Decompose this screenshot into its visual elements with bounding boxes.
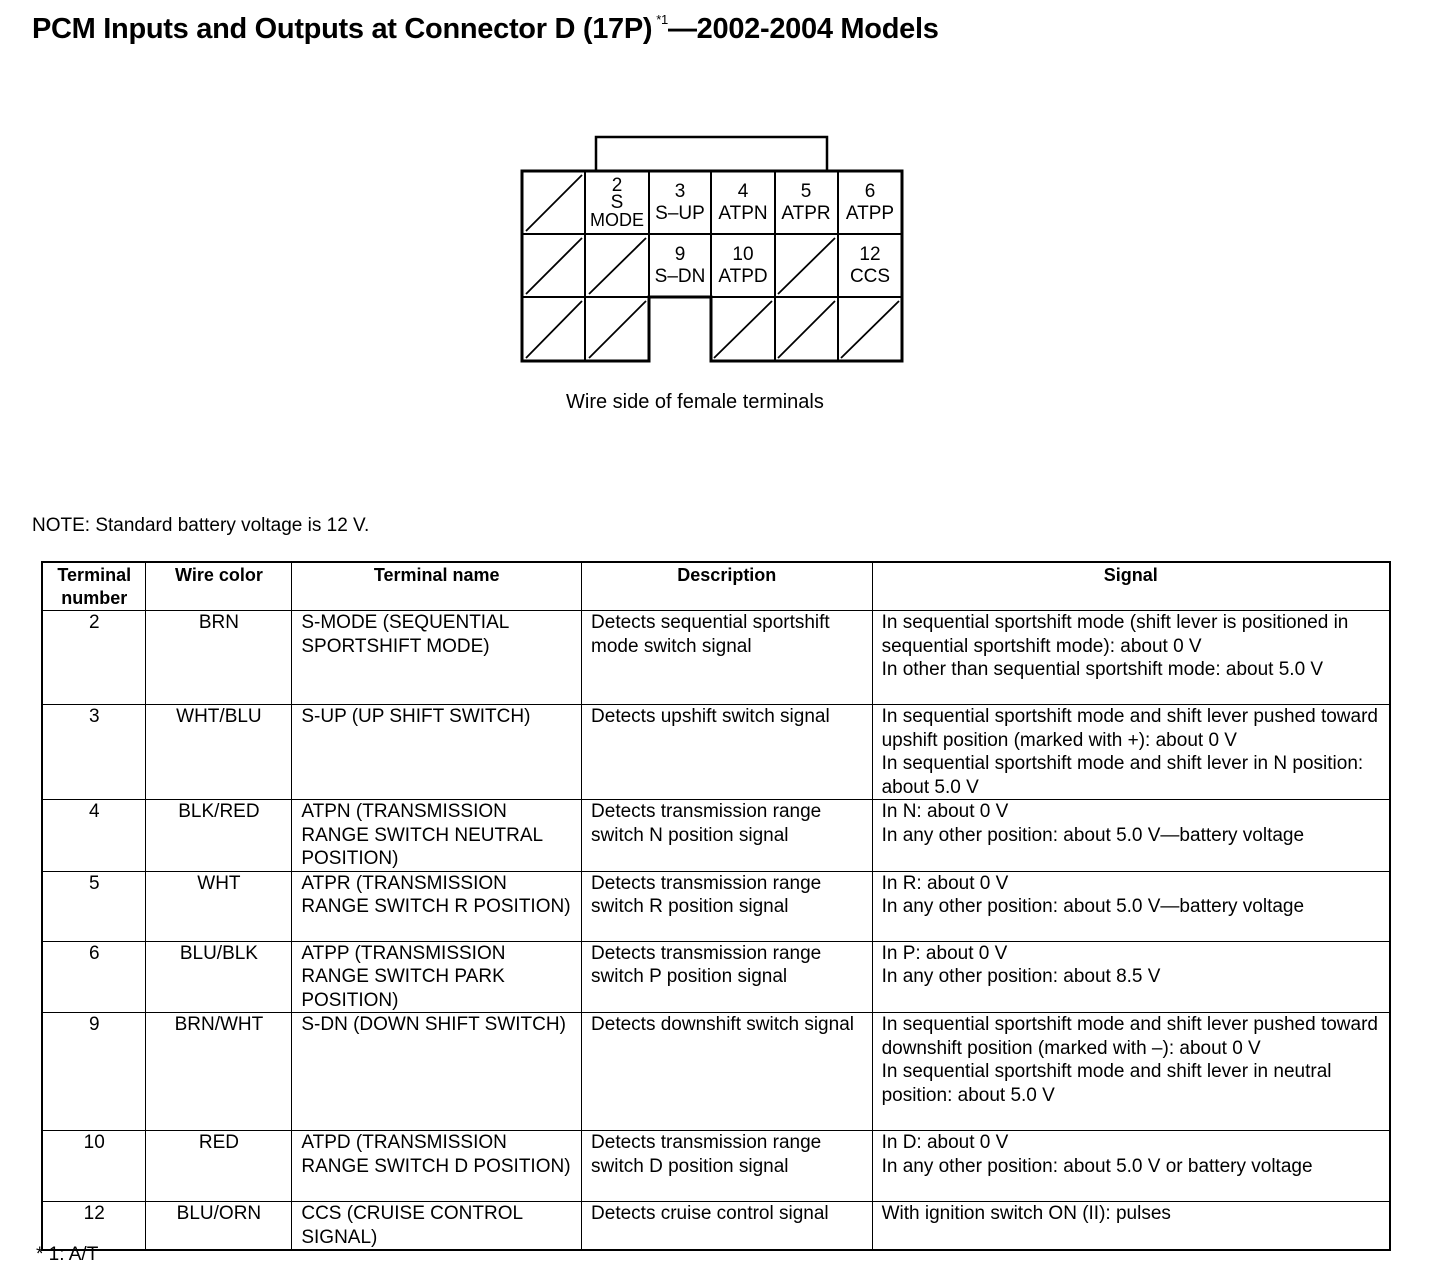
table-header-row [42,562,1390,611]
terminal-number-cell: 9 [42,1013,146,1131]
header-terminal-number: Terminal number [42,562,146,611]
signal-line: In other than sequential sportshift mode: about 5.0 V [881,659,1324,680]
connector-diagram [520,135,904,370]
title-footnote-mark: *1 [656,12,668,27]
signal-line: In sequential sportshift mode and shift lever in neutral position: about 5.0 V [881,1061,1332,1106]
signal-line: In any other position: about 5.0 V or battery voltage [881,1155,1313,1177]
signal-line: In R: about 0 V [881,872,1009,894]
description-cell: Detects downshift switch signal [582,1013,873,1131]
table-row [42,800,1390,872]
terminal-2-label2: MODE [590,210,644,230]
terminal-number-cell: 6 [42,941,146,1013]
signal-line: In sequential sportshift mode and shift lever in N position: about 5.0 V [881,753,1364,798]
terminal-10-number: 10 [732,244,754,265]
title-main: PCM Inputs and Outputs at Connector D (17P) [32,13,653,45]
terminal-2-label: S [610,192,624,213]
signal-line: In any other position: about 5.0 V—battery voltage [881,824,1305,846]
terminal-9-number: 9 [674,244,686,265]
terminal-5-number: 5 [800,181,812,202]
header-wire-color: Wire color [146,562,292,611]
description-cell: Detects upshift switch signal [582,705,873,800]
table-row [42,1202,1390,1251]
terminal-name-cell: S-DN (DOWN SHIFT SWITCH) [292,1013,582,1131]
terminal-9-label: S–DN [654,266,706,287]
table-row [42,1131,1390,1202]
terminal-number-cell: 12 [42,1202,146,1251]
description-cell: Detects cruise control signal [582,1202,873,1251]
signal-cell [872,1202,1390,1251]
table-row [42,1013,1390,1131]
wire-color-cell: BRN [146,611,292,705]
signal-line: In sequential sportshift mode and shift lever pushed toward upshift position (marked with +): about 0 V [881,706,1378,751]
terminal-number-cell: 10 [42,1131,146,1202]
terminal-number-cell: 3 [42,705,146,800]
connector-svg [520,135,904,365]
footnote: * 1: A/T [36,1244,99,1265]
signal-line: In sequential sportshift mode (shift lever is positioned in sequential sportshift mode): about 0 V [881,612,1349,657]
terminal-number-cell: 2 [42,611,146,705]
header-description: Description [582,562,873,611]
header-signal: Signal [872,562,1390,611]
terminal-name-cell: S-UP (UP SHIFT SWITCH) [292,705,582,800]
terminal-table [41,561,1391,1251]
terminal-name-cell: ATPN (TRANSMISSION RANGE SWITCH NEUTRAL POSITION) [292,800,582,872]
connector-grid [522,171,902,361]
description-cell: Detects transmission range switch D position signal [582,1131,873,1202]
signal-cell [872,611,1390,705]
terminal-5-label: ATPR [781,203,831,224]
terminal-12-number: 12 [859,244,881,265]
terminal-10-label: ATPD [718,266,768,287]
signal-cell [872,941,1390,1013]
signal-cell [872,871,1390,941]
header-terminal-name: Terminal name [292,562,582,611]
wire-color-cell: BRN/WHT [146,1013,292,1131]
terminal-4-number: 4 [737,181,749,202]
description-cell: Detects sequential sportshift mode switch signal [582,611,873,705]
wire-color-cell: WHT [146,871,292,941]
wire-color-cell: BLU/ORN [146,1202,292,1251]
table-row [42,611,1390,705]
description-cell: Detects transmission range switch N position signal [582,800,873,872]
terminal-number-cell: 5 [42,871,146,941]
wire-color-cell: RED [146,1131,292,1202]
terminal-3-label: S–UP [655,203,705,224]
signal-cell [872,800,1390,872]
signal-line: In N: about 0 V [881,801,1009,822]
wire-color-cell: WHT/BLU [146,705,292,800]
terminal-6-number: 6 [864,181,876,202]
signal-line: In D: about 0 V [881,1132,1009,1153]
signal-line: In sequential sportshift mode and shift lever pushed toward downshift position (marked with –): about 0 V [881,1014,1378,1059]
terminal-name-cell: S-MODE (SEQUENTIAL SPORTSHIFT MODE) [292,611,582,705]
terminal-name-cell: ATPP (TRANSMISSION RANGE SWITCH PARK POSITION) [292,941,582,1013]
description-cell: Detects transmission range switch R position signal [582,871,873,941]
terminal-number-cell: 4 [42,800,146,872]
signal-line: With ignition switch ON (II): pulses [881,1203,1171,1224]
terminal-name-cell: ATPR (TRANSMISSION RANGE SWITCH R POSITION) [292,871,582,941]
signal-cell [872,1013,1390,1131]
terminal-4-label: ATPN [718,203,768,224]
connector-lock-tab [596,137,827,171]
wire-color-cell: BLK/RED [146,800,292,872]
table-row [42,941,1390,1013]
battery-note: NOTE: Standard battery voltage is 12 V. [32,515,370,536]
title-suffix: —2002-2004 Models [667,13,939,45]
signal-line: In P: about 0 V [881,942,1008,964]
signal-cell [872,1131,1390,1202]
wire-color-cell: BLU/BLK [146,941,292,1013]
terminal-6-label: ATPP [845,203,895,224]
terminal-name-cell: ATPD (TRANSMISSION RANGE SWITCH D POSITION) [292,1131,582,1202]
signal-cell [872,705,1390,800]
table-body [42,611,1390,1251]
table-row [42,871,1390,941]
terminal-2-number: 2 [611,175,623,196]
signal-line: In any other position: about 8.5 V [881,966,1161,987]
page-title [32,12,939,46]
table-row [42,705,1390,800]
terminal-name-cell: CCS (CRUISE CONTROL SIGNAL) [292,1202,582,1251]
terminal-12-label: CCS [849,266,891,287]
signal-line: In any other position: about 5.0 V—battery voltage [881,896,1305,917]
description-cell: Detects transmission range switch P position signal [582,941,873,1013]
connector-caption: Wire side of female terminals [566,391,824,413]
terminal-3-number: 3 [674,181,686,202]
